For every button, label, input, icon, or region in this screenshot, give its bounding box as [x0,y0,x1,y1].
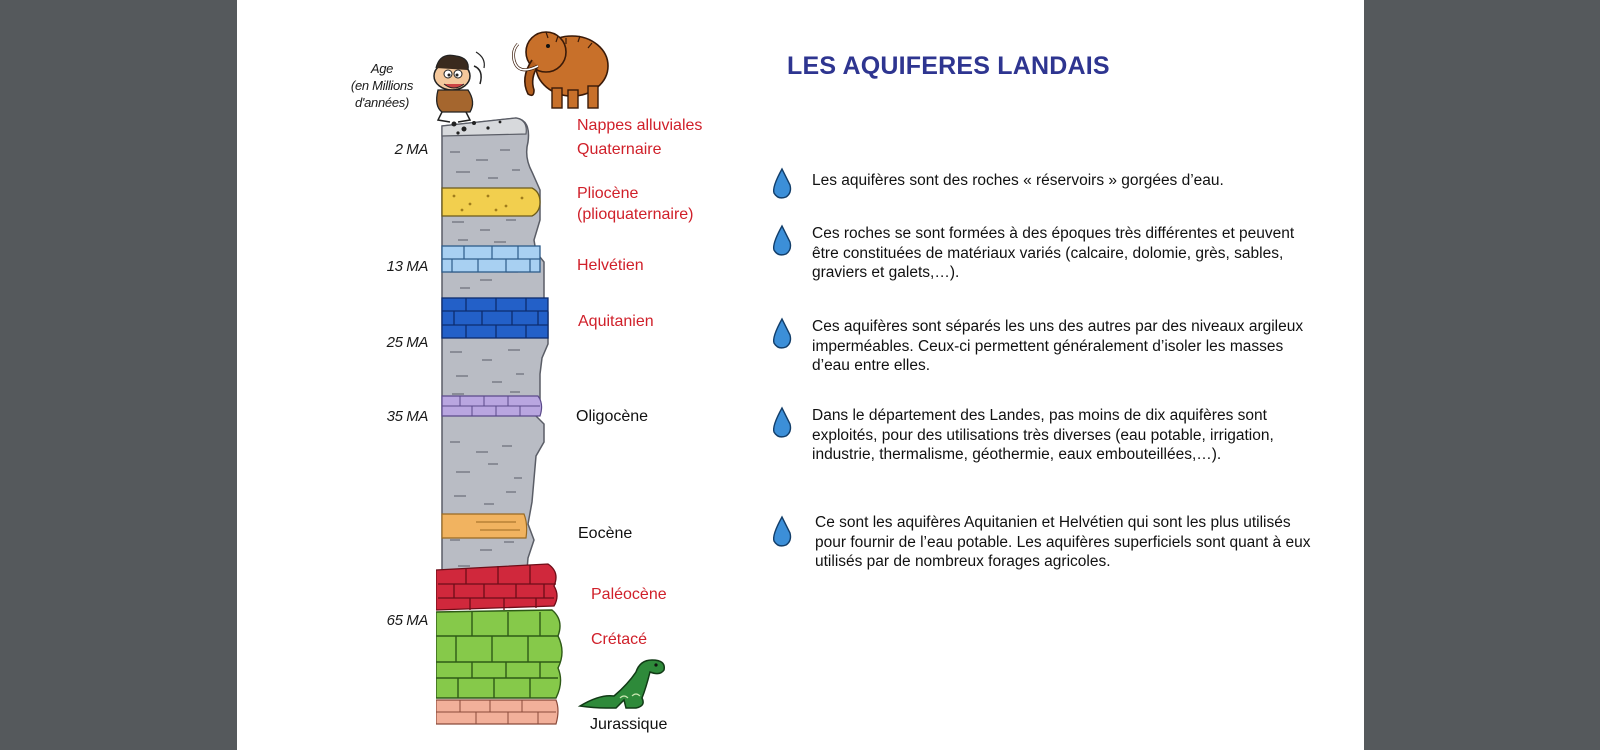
strata-label [578,523,632,544]
bullet-text: Ces roches se sont formées à des époques très différentes et peuvent être constituées de matériaux variés (calcaire, dolomie, grès, sables, graviers et galets,…). [812,225,1295,281]
strata-label [576,406,648,427]
strata-label-line: Paléocène [591,586,667,603]
age-header-line: (en Millions [350,78,414,93]
water-drop-icon [770,317,794,351]
aquitanien-layer [442,298,548,338]
page-title: LES AQUIFERES LANDAIS [787,52,1110,80]
age-label: 2 MA [394,141,428,158]
bullet-text: Ces aquifères sont séparés les uns des autres par des niveaux argileux imperméables. Ceux-ci permettent généralement d’isoler les masses d’eau entre elles. [812,318,1304,374]
strata-label [590,714,667,735]
dinosaur-icon [576,654,674,712]
strata-label [577,115,702,136]
age-label: 35 MA [386,408,428,425]
strata-label [577,255,644,276]
strata-label-line: Oligocène [576,408,649,425]
age-header-line: d'années) [355,95,409,110]
strata-label-line: Jurassique [590,716,668,733]
age-header-line: Age [370,61,394,76]
water-drop-icon [770,224,794,258]
strata-label-line: Quaternaire [577,141,662,158]
strata-label-line: Crétacé [591,631,648,648]
age-label: 25 MA [386,334,428,351]
stratigraphic-column [436,112,576,742]
strata-label-line: Helvétien [577,257,644,274]
strata-label [577,183,694,225]
strata-label-line: (plioquaternaire) [577,206,694,223]
age-label: 65 MA [386,612,428,629]
strata-label [591,629,647,650]
caveman-icon [420,46,492,124]
pliocene-layer [442,188,540,216]
bullet-text: Ce sont les aquifères Aquitanien et Helvétien qui sont les plus utilisés pour fournir de l’eau potable. Les aquifères superficiels sont quant à eux utilisés par de nombreux forages agricoles. [815,514,1311,570]
strata-label [578,311,654,332]
strata-label [577,139,662,160]
strata-label-line: Pliocène [577,185,639,202]
strata-label-line: Eocène [578,525,633,542]
bullet-text: Dans le département des Landes, pas moins de dix aquifères sont exploités, pour des utilisations très diverses (eau potable, irrigation, industrie, thermalisme, géothermie, eaux embouteillées,…). [812,407,1274,463]
water-drop-icon [770,406,794,440]
strata-label [591,584,667,605]
bullet-text: Les aquifères sont des roches « réservoirs » gorgées d’eau. [812,172,1224,189]
water-drop-icon [770,167,794,201]
strata-label-line: Nappes alluviales [577,117,703,134]
water-drop-icon [770,515,794,549]
age-axis-header [337,60,427,111]
age-label: 13 MA [386,258,428,275]
mammoth-icon [508,20,616,114]
strata-label-line: Aquitanien [578,313,654,330]
eocene-layer [442,514,527,538]
cretace-layer [436,610,562,698]
